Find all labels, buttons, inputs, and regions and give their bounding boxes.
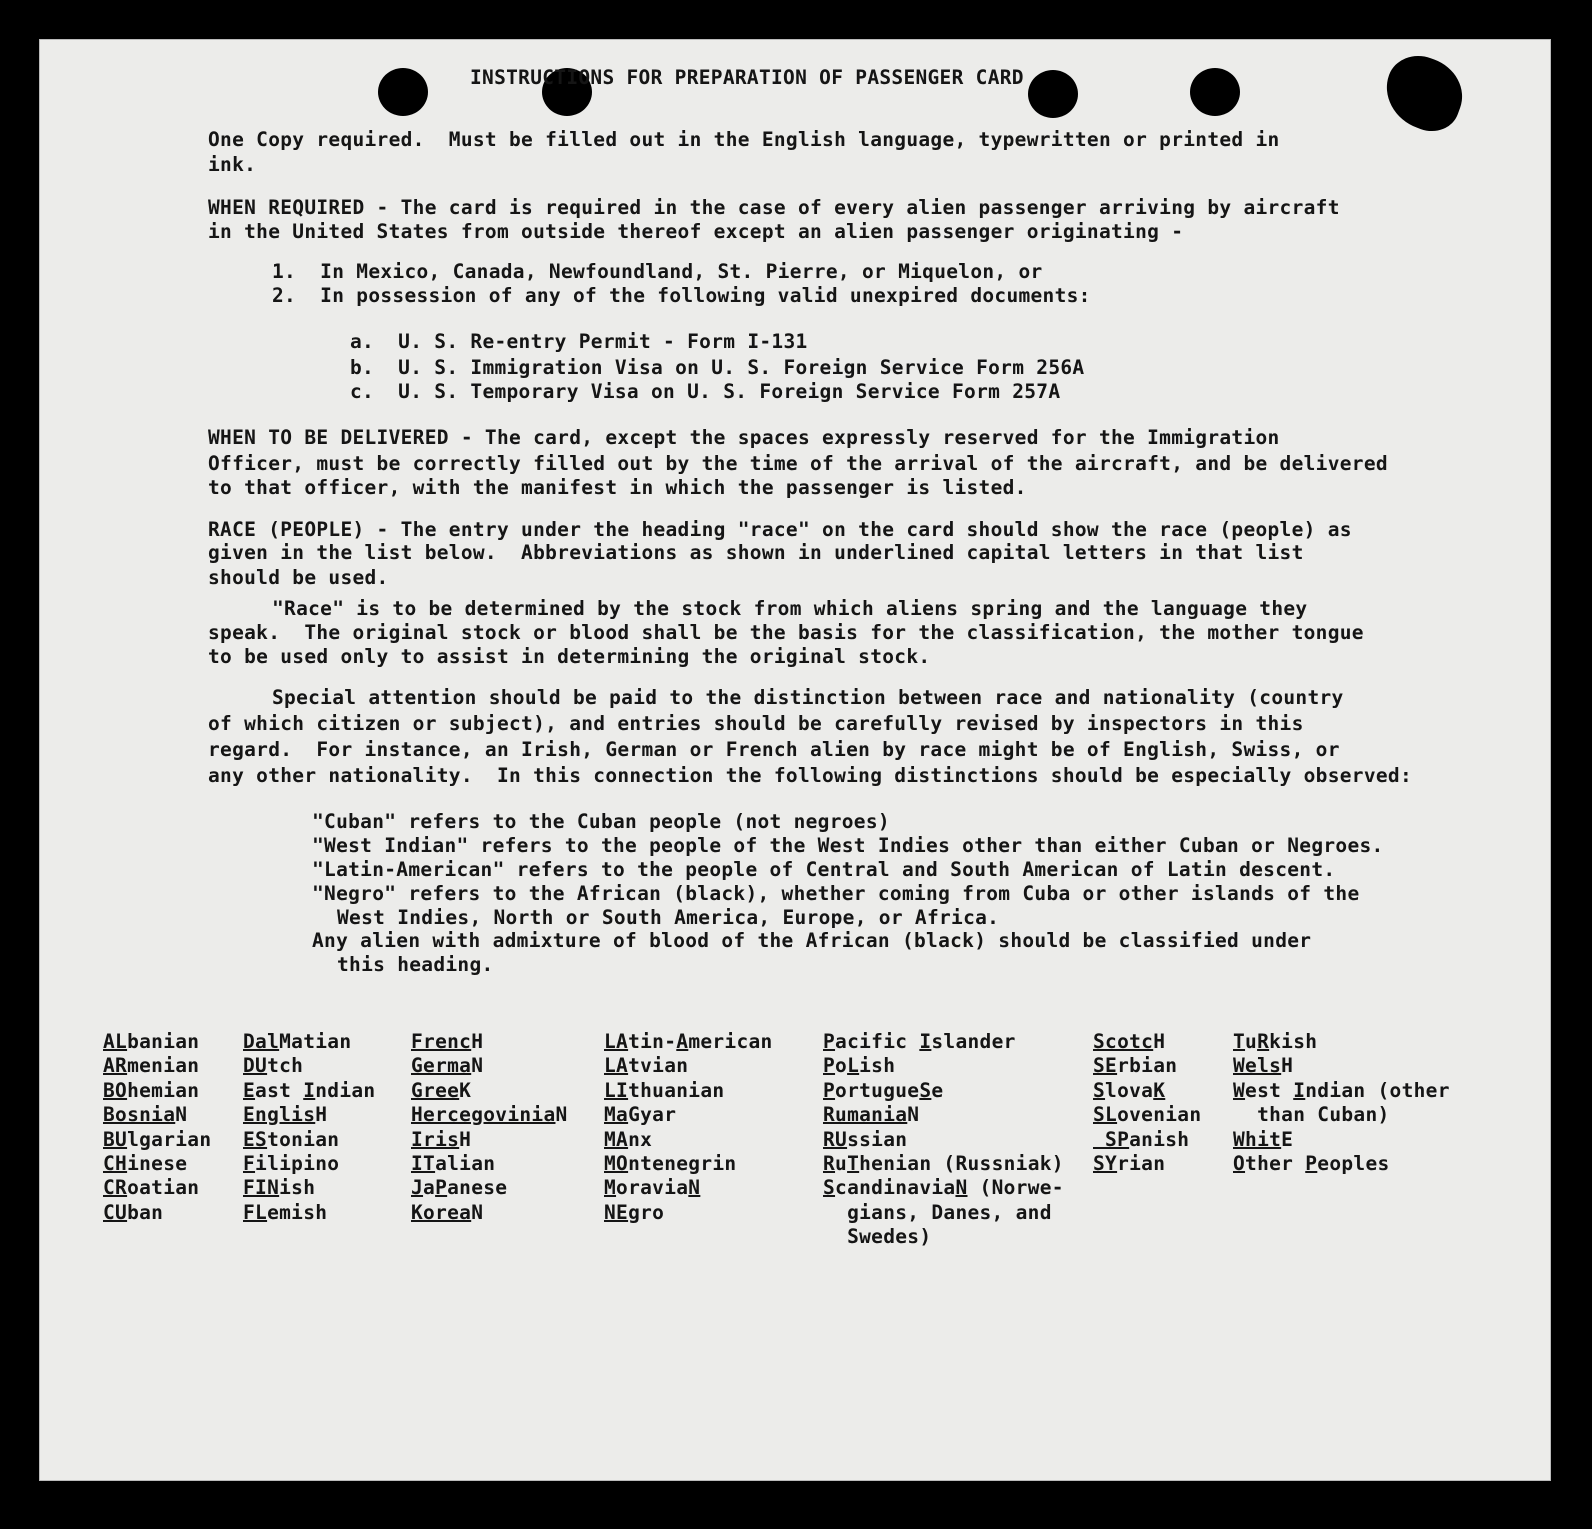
race-entry: LAtvian (604, 1054, 689, 1078)
race-entry: gians, Danes, and (823, 1200, 1052, 1224)
race-entry: SLovenian (1093, 1103, 1202, 1127)
text-line: given in the list below. Abbreviations as shown in underlined capital letters in that list (208, 541, 1304, 564)
race-column (1093, 1030, 1201, 1176)
race-entry: Other Peoples (1233, 1152, 1390, 1176)
race-entry: HercegoviniaN (411, 1103, 568, 1127)
punch-hole (1028, 70, 1078, 118)
race-entry: SYrian (1093, 1152, 1166, 1176)
text-line: West Indies, North or South America, Europe, or Africa. (337, 906, 1000, 929)
race-entry: MaGyar (604, 1103, 677, 1127)
text-line: WHEN REQUIRED - The card is required in the case of every alien passenger arriving by aircraft (208, 196, 1340, 219)
text-line: b. U. S. Immigration Visa on U. S. Foreign Service Form 256A (350, 356, 1085, 379)
race-entry: RumaniaN (823, 1103, 920, 1127)
race-entry: PortugueSe (823, 1078, 944, 1102)
text-line: should be used. (208, 566, 389, 589)
race-entry: NEgro (604, 1200, 665, 1224)
text-line: this heading. (337, 953, 494, 976)
text-line: Special attention should be paid to the distinction between race and nationality (country (272, 686, 1344, 709)
race-entry: FINish (243, 1176, 316, 1200)
race-entry: KoreaN (411, 1200, 484, 1224)
race-entry: East Indian (243, 1078, 376, 1102)
text-line: "West Indian" refers to the people of the West Indies other than either Cuban or Negroes. (312, 834, 1384, 857)
text-line: Officer, must be correctly filled out by the time of the arrival of the aircraft, and be delivered (208, 452, 1388, 475)
race-entry: West Indian (other (1233, 1078, 1450, 1102)
race-column (103, 1030, 211, 1225)
race-entry: ITalian (411, 1152, 496, 1176)
text-line: ink. (208, 153, 257, 176)
race-entry: CRoatian (103, 1176, 200, 1200)
race-entry: BUlgarian (103, 1127, 212, 1151)
race-entry: JaPanese (411, 1176, 508, 1200)
race-entry: CUban (103, 1200, 164, 1224)
page-title: INSTRUCTIONS FOR PREPARATION OF PASSENGER CARD (470, 66, 1024, 89)
race-entry: MoraviaN (604, 1176, 701, 1200)
text-line: any other nationality. In this connection the following distinctions should be especially observed: (208, 764, 1412, 787)
text-line: to be used only to assist in determining the original stock. (208, 645, 931, 668)
race-entry: ARmenian (103, 1054, 200, 1078)
race-entry: BOhemian (103, 1078, 200, 1102)
text-line: "Latin-American" refers to the people of Central and South American of Latin descent. (312, 858, 1336, 881)
race-entry: DalMatian (243, 1030, 352, 1053)
text-line: Any alien with admixture of blood of the African (black) should be classified under (312, 929, 1312, 952)
race-entry: CHinese (103, 1152, 188, 1176)
race-entry: EnglisH (243, 1103, 328, 1127)
race-entry: LIthuanian (604, 1078, 725, 1102)
race-column (604, 1030, 773, 1225)
race-entry: Pacific Islander (823, 1030, 1016, 1053)
race-column (823, 1030, 1064, 1250)
text-line: 2. In possession of any of the following valid unexpired documents: (272, 284, 1091, 307)
race-entry: ALbanian (103, 1030, 200, 1053)
race-entry: PoLish (823, 1054, 896, 1078)
race-entry: than Cuban) (1233, 1103, 1390, 1127)
race-entry: RuThenian (Russniak) (823, 1152, 1064, 1176)
text-line: WHEN TO BE DELIVERED - The card, except the spaces expressly reserved for the Immigration (208, 426, 1280, 449)
text-line: in the United States from outside thereof except an alien passenger originating - (208, 220, 1184, 243)
race-entry: MOntenegrin (604, 1152, 737, 1176)
text-line: c. U. S. Temporary Visa on U. S. Foreign Service Form 257A (350, 380, 1061, 403)
text-line: of which citizen or subject), and entries should be carefully revised by inspectors in this (208, 712, 1304, 735)
race-entry: WelsH (1233, 1054, 1294, 1078)
text-line: a. U. S. Re-entry Permit - Form I-131 (350, 330, 808, 353)
ink-blot (1375, 47, 1472, 139)
race-entry: GreeK (411, 1078, 472, 1102)
punch-hole (378, 68, 428, 116)
race-entry: FLemish (243, 1200, 328, 1224)
race-column (1233, 1030, 1450, 1176)
race-entry: ScandinaviaN (Norwe- (823, 1176, 1064, 1200)
race-entry: LAtin-American (604, 1030, 773, 1053)
race-entry: Filipino (243, 1152, 340, 1176)
race-entry: EStonian (243, 1127, 340, 1151)
race-entry: SErbian (1093, 1054, 1178, 1078)
text-line: One Copy required. Must be filled out in the English language, typewritten or printed in (208, 128, 1280, 151)
race-entry: ScotcH (1093, 1030, 1166, 1053)
race-entry: MAnx (604, 1127, 653, 1151)
race-entry: RUssian (823, 1127, 908, 1151)
race-entry: TuRkish (1233, 1030, 1318, 1053)
text-line: RACE (PEOPLE) - The entry under the heading "race" on the card should show the race (people) as (208, 518, 1352, 541)
race-entry: GermaN (411, 1054, 484, 1078)
text-line: speak. The original stock or blood shall be the basis for the classification, the mother tongue (208, 621, 1364, 644)
race-column (411, 1030, 568, 1225)
race-entry: BosniaN (103, 1103, 188, 1127)
text-line: to that officer, with the manifest in which the passenger is listed. (208, 476, 1027, 499)
punch-hole (1190, 68, 1240, 116)
race-entry: DUtch (243, 1054, 304, 1078)
race-entry: FrencH (411, 1030, 484, 1053)
text-line: 1. In Mexico, Canada, Newfoundland, St. Pierre, or Miquelon, or (272, 260, 1043, 283)
race-column (243, 1030, 375, 1225)
text-line: "Race" is to be determined by the stock from which aliens spring and the language they (272, 597, 1308, 620)
race-entry: Swedes) (823, 1225, 932, 1249)
race-entry: IrisH (411, 1127, 472, 1151)
race-entry: SlovaK (1093, 1078, 1166, 1102)
race-entry: SPanish (1093, 1127, 1190, 1151)
text-line: "Negro" refers to the African (black), whether coming from Cuba or other islands of the (312, 882, 1360, 905)
text-line: regard. For instance, an Irish, German or French alien by race might be of English, Swiss, or (208, 738, 1340, 761)
text-line: "Cuban" refers to the Cuban people (not negroes) (312, 810, 890, 833)
race-entry: WhitE (1233, 1127, 1294, 1151)
